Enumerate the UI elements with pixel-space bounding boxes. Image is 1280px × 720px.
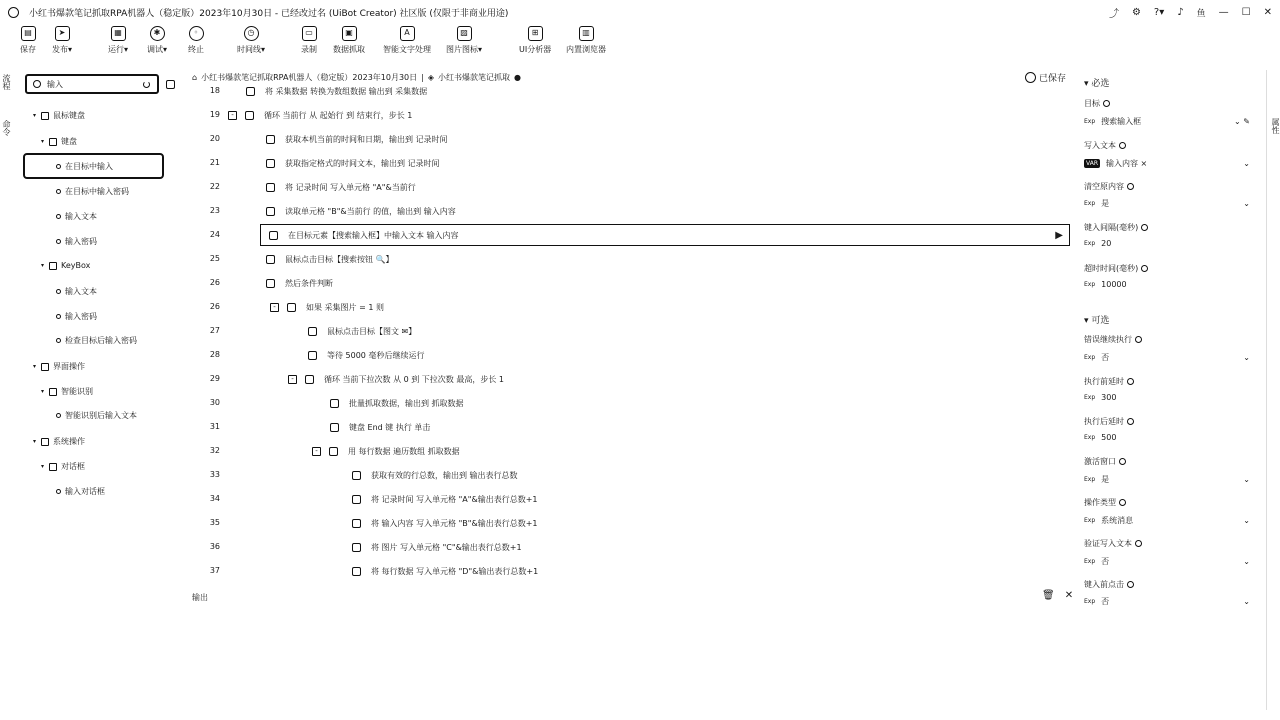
stop-button[interactable]: ◦ 终止 (188, 28, 204, 54)
folder-icon (49, 463, 57, 471)
share-icon[interactable]: ⤴ (1108, 8, 1119, 20)
flow-row[interactable]: 19 - 循环 当前行 从 起始行 到 结束行，步长 1 (209, 110, 413, 120)
loop-icon (305, 375, 314, 384)
prop-label-timeout: 超时时间(毫秒) (1084, 263, 1148, 274)
flow-row[interactable]: 28 等待 5000 毫秒后继续运行 (209, 350, 425, 360)
app-logo-icon (8, 7, 19, 18)
run-button[interactable]: ▦ 运行▾ (108, 28, 129, 54)
flow-row[interactable]: 26 然后条件判断 (209, 278, 333, 288)
flow-row[interactable]: 30 批量抓取数据，输出到 抓取数据 (209, 398, 464, 408)
prop-text[interactable]: VAR 输入内容 × ⌄ (1086, 159, 1250, 168)
collapse-panel-icon[interactable] (166, 80, 175, 89)
search-icon (33, 80, 41, 88)
tree-item[interactable]: 输入文本 (56, 286, 97, 297)
help-icon (1141, 224, 1148, 231)
window-title: 小红书爆款笔记抓取RPA机器人（稳定版）2023年10月30日 - 已经改过名 (UiBot Creator) 社区版 (仅限于非商业用途) (29, 8, 509, 19)
prop-interval[interactable]: Exp 20 (1084, 239, 1112, 248)
tab-commands[interactable]: 命令 (2, 120, 11, 136)
browser-button[interactable]: ▥ 内置浏览器 (566, 28, 606, 54)
toolbar (0, 26, 1280, 66)
loop-icon (329, 447, 338, 456)
clock-step-icon (266, 159, 275, 168)
mouse-step-icon (266, 255, 275, 264)
save-button[interactable]: ▤ 保存 (20, 28, 36, 54)
prop-delay-before[interactable]: Exp 300 (1084, 393, 1117, 402)
capture-step-icon (330, 399, 339, 408)
flow-row[interactable]: 23 读取单元格 "B"&当前行 的值，输出到 输入内容 (209, 206, 456, 216)
tree-group-ui-ops[interactable]: ▾ 界面操作 (33, 362, 85, 371)
tree-sub-keyboard[interactable]: ▾ 键盘 (41, 137, 77, 146)
expression-icon: Exp (1084, 354, 1096, 361)
prop-clear[interactable]: Exp 是 ⌄ (1084, 199, 1250, 208)
analyzer-icon: ⊞ (528, 26, 543, 41)
flow-row[interactable]: 35 将 输入内容 写入单元格 "B"&输出表行总数+1 (209, 518, 538, 528)
expression-icon: Exp (1084, 598, 1096, 605)
expression-icon: Exp (1084, 394, 1096, 401)
status-dot-icon: ● (514, 73, 521, 82)
tab-flow[interactable]: 流程 (2, 74, 11, 90)
prop-timeout[interactable]: Exp 10000 (1084, 280, 1127, 289)
project-icon: ⌂ (192, 73, 198, 82)
prop-label-target: 目标 (1084, 98, 1110, 109)
flow-row[interactable]: 31 键盘 End 键 执行 单击 (209, 422, 431, 432)
help-icon[interactable]: ?▾ (1153, 6, 1165, 18)
prop-label-clear: 清空原内容 (1084, 181, 1134, 192)
command-icon (56, 239, 61, 244)
folder-icon (41, 363, 49, 371)
excel-step-icon (352, 495, 361, 504)
excel-step-icon (352, 471, 361, 480)
folder-icon (49, 388, 57, 396)
help-icon (1127, 378, 1134, 385)
command-icon (56, 338, 61, 343)
separator-icon: | (421, 73, 424, 82)
trash-icon[interactable]: 🗑 (1042, 590, 1055, 601)
publish-button[interactable]: ➤ 发布▾ (52, 28, 73, 54)
browser-icon: ▥ (579, 26, 594, 41)
prop-click-before[interactable]: Exp 否 ⌄ (1084, 597, 1250, 606)
prop-label-delay-after: 执行后延时 (1084, 416, 1134, 427)
breadcrumb-flow[interactable]: 小红书爆款笔记抓取 (438, 73, 510, 82)
flow-row[interactable]: 20 获取本机当前的时间和日期，输出到 记录时间 (209, 134, 448, 144)
mouse-step-icon (308, 327, 317, 336)
window-controls (1109, 0, 1272, 24)
prop-verify[interactable]: Exp 否 ⌄ (1084, 557, 1250, 566)
flow-row[interactable]: 27 鼠标点击目标【图文 ✉】 (209, 326, 417, 336)
help-icon (1135, 540, 1142, 547)
send-icon: ➤ (55, 26, 70, 41)
excel-step-icon (266, 207, 275, 216)
collapse-icon[interactable]: - (288, 375, 297, 384)
help-icon (1141, 265, 1148, 272)
image-capture-button[interactable]: ▨ 图片图标▾ (446, 28, 483, 54)
folder-icon (41, 112, 49, 120)
flow-row[interactable]: 26 - 如果 采集图片 = 1 则 (209, 302, 384, 312)
prop-label-delay-before: 执行前延时 (1084, 376, 1134, 387)
excel-step-icon (352, 543, 361, 552)
help-icon (1127, 183, 1134, 190)
bell-icon[interactable]: ♪ (1177, 6, 1184, 18)
run-step-icon[interactable]: ▶ (1055, 230, 1063, 241)
help-icon (1103, 100, 1110, 107)
flow-row[interactable]: 33 获取有效的行总数，输出到 输出表行总数 (209, 470, 518, 480)
expression-icon: Exp (1084, 558, 1096, 565)
command-icon (56, 489, 61, 494)
save-icon: ▤ (21, 26, 36, 41)
prop-continue-on-error[interactable]: Exp 否 ⌄ (1084, 353, 1250, 362)
command-icon (56, 164, 61, 169)
flow-row[interactable]: 37 将 每行数据 写入单元格 "D"&输出表行总数+1 (209, 566, 539, 576)
search-input[interactable]: 输入 (47, 79, 63, 89)
tree-item-type-in-target[interactable]: 在目标中输入 (23, 153, 164, 179)
help-icon (1119, 458, 1126, 465)
tree-sub-smart-recognition[interactable]: ▾ 智能识别 (41, 387, 93, 396)
section-required[interactable]: ▾ 必选 (1084, 79, 1110, 89)
excel-step-icon (352, 519, 361, 528)
stop-icon: ◦ (189, 26, 204, 41)
flow-row[interactable]: 29 - 循环 当前下拉次数 从 0 到 下拉次数 最高，步长 1 (209, 374, 504, 384)
tree-item[interactable]: 智能识别后输入文本 (56, 410, 137, 421)
prop-target[interactable]: Exp 搜索输入框 ⌄ ✎ (1084, 117, 1250, 126)
ui-analyzer-button[interactable]: ⊞ UI分析器 (519, 28, 552, 54)
layers-icon: ◈ (427, 73, 434, 82)
flow-row-active[interactable]: 在目标元素【搜索输入框】中输入文本 输入内容 ▶ (260, 224, 1070, 246)
tree-sub-keybox[interactable]: ▾ KeyBox (41, 261, 91, 270)
keyboard-step-icon (269, 231, 278, 240)
text-ai-icon: A (400, 26, 415, 41)
prop-label-continue-on-error: 错误继续执行 (1084, 334, 1142, 345)
record-button[interactable]: ▭ 录制 (301, 28, 317, 54)
prop-label-op-type: 操作类型 (1084, 497, 1126, 508)
prop-label-activate: 激活窗口 (1084, 456, 1126, 467)
prop-op-type[interactable]: Exp 系统消息 ⌄ (1084, 516, 1250, 525)
tree-item[interactable]: 输入对话框 (56, 486, 105, 497)
expression-icon: Exp (1084, 200, 1096, 207)
settings-icon[interactable]: ⚙ (1131, 6, 1141, 18)
image-icon: ▨ (457, 26, 472, 41)
output-panel-controls (1042, 590, 1073, 601)
clock-step-icon (266, 135, 275, 144)
expression-icon: Exp (1084, 434, 1096, 441)
command-icon (56, 214, 61, 219)
step-icon (246, 87, 255, 96)
flow-row[interactable]: 18 将 采集数据 转换为数组数据 输出到 采集数据 (209, 86, 428, 96)
condition-step-icon (266, 279, 275, 288)
maximize-icon[interactable]: ☐ (1241, 6, 1251, 18)
tree-item[interactable]: 输入密码 (56, 311, 97, 322)
tab-properties[interactable]: 属性 (1271, 118, 1280, 134)
folder-icon (49, 138, 57, 146)
keyboard-step-icon (330, 423, 339, 432)
excel-step-icon (352, 567, 361, 576)
record-icon: ▭ (302, 26, 317, 41)
loading-icon (143, 81, 150, 88)
excel-step-icon (266, 183, 275, 192)
debug-button[interactable]: ✱ 调试▾ (147, 28, 168, 54)
tree-item[interactable]: 在目标中输入密码 (56, 186, 129, 197)
expression-icon: Exp (1084, 240, 1096, 247)
folder-icon (41, 438, 49, 446)
output-panel-title[interactable]: 输出 (192, 593, 208, 602)
breadcrumb-project[interactable]: 小红书爆款笔记抓取RPA机器人（稳定版）2023年10月30日 (201, 73, 418, 82)
command-icon (56, 413, 61, 418)
user-name[interactable]: 鱼 (1196, 8, 1206, 19)
prop-label-click-before: 键入前点击 (1084, 579, 1134, 590)
flow-row[interactable]: 22 将 记录时间 写入单元格 "A"&当前行 (209, 182, 416, 192)
prop-label-interval: 键入间隔(毫秒) (1084, 222, 1148, 233)
prop-activate[interactable]: Exp 是 ⌄ (1084, 475, 1250, 484)
expression-icon: Exp (1084, 476, 1096, 483)
bug-icon: ✱ (150, 26, 165, 41)
collapse-icon[interactable]: - (312, 447, 321, 456)
prop-delay-after[interactable]: Exp 500 (1084, 433, 1117, 442)
flow-row[interactable]: 32 - 用 每行数据 遍历数组 抓取数据 (209, 446, 460, 456)
command-icon (56, 189, 61, 194)
tree-item[interactable]: 检查目标后输入密码 (56, 335, 137, 346)
prop-label-text: 写入文本 (1084, 140, 1126, 151)
tree-group-mouse-keyboard[interactable]: ▾ 鼠标键盘 (33, 111, 85, 120)
close-icon[interactable]: ✕ (1263, 6, 1272, 18)
prop-label-verify: 验证写入文本 (1084, 538, 1142, 549)
command-icon (56, 314, 61, 319)
expression-icon: Exp (1084, 517, 1096, 524)
line-number: 24 (209, 230, 220, 239)
flow-row[interactable]: 21 获取指定格式的时间文本，输出到 记录时间 (209, 158, 440, 168)
expression-icon: Exp (1084, 281, 1096, 288)
timeline-button[interactable]: ◷ 时间线▾ (237, 28, 266, 54)
command-search[interactable] (25, 74, 159, 94)
flow-row[interactable]: 36 将 图片 写入单元格 "C"&输出表行总数+1 (209, 542, 522, 552)
collapse-icon[interactable]: - (228, 111, 237, 120)
clock-icon: ◷ (244, 26, 259, 41)
tree-item[interactable]: 输入密码 (56, 236, 97, 247)
help-icon (1135, 336, 1142, 343)
tree-group-system-ops[interactable]: ▾ 系统操作 (33, 437, 85, 446)
help-icon (1119, 499, 1126, 506)
data-capture-button[interactable]: ▣ 数据抓取 (333, 28, 365, 54)
loop-icon (245, 111, 254, 120)
help-icon (1127, 581, 1134, 588)
variable-icon: VAR (1086, 160, 1098, 167)
folder-icon (49, 262, 57, 270)
tree-item[interactable]: 输入文本 (56, 211, 97, 222)
wait-step-icon (308, 351, 317, 360)
save-status: 已保存 (1025, 71, 1066, 84)
if-step-icon (287, 303, 296, 312)
right-side-tabs (1266, 70, 1280, 710)
flow-row[interactable]: 34 将 记录时间 写入单元格 "A"&输出表行总数+1 (209, 494, 538, 504)
left-side-tabs (0, 70, 14, 710)
smart-text-button[interactable]: A 智能文字处理 (383, 28, 431, 54)
section-optional[interactable]: ▾ 可选 (1084, 316, 1110, 326)
tree-sub-dialog[interactable]: ▾ 对话框 (41, 462, 85, 471)
flow-row[interactable]: 25 鼠标点击目标【搜索按钮 🔍】 (209, 254, 394, 264)
expression-icon: Exp (1084, 118, 1096, 125)
help-icon (1127, 418, 1134, 425)
capture-icon: ▣ (342, 26, 357, 41)
command-icon (56, 289, 61, 294)
close-output-icon[interactable]: ✕ (1064, 590, 1074, 601)
run-icon: ▦ (111, 26, 126, 41)
collapse-icon[interactable]: - (270, 303, 279, 312)
title-bar (0, 0, 1280, 24)
minimize-icon[interactable]: — (1218, 6, 1229, 18)
help-icon (1119, 142, 1126, 149)
